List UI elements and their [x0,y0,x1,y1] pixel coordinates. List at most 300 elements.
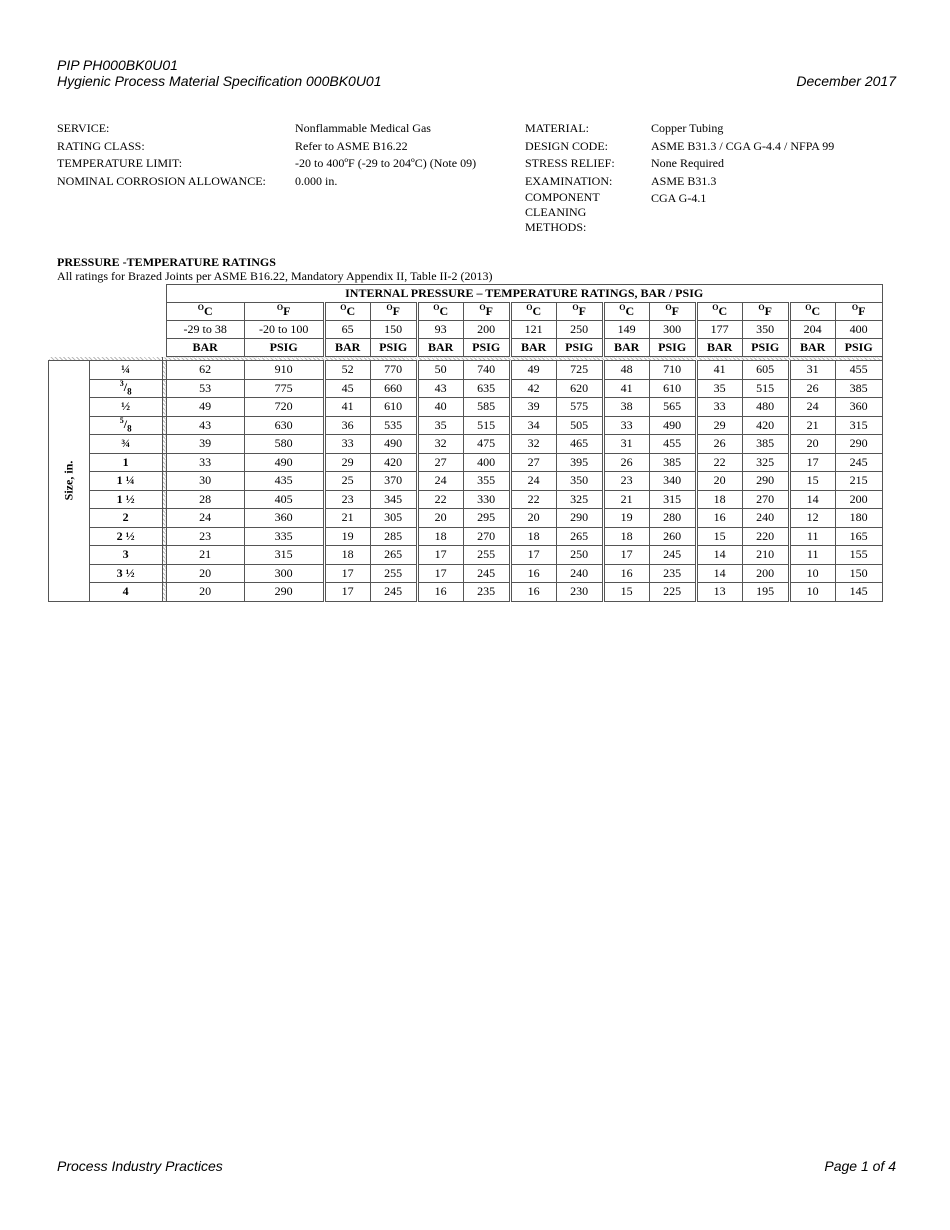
rating-value: 10 [789,583,835,602]
material-value: Copper Tubing [651,121,724,135]
table-row [49,527,883,546]
rating-value: 14 [789,490,835,509]
table-row [49,435,883,454]
temperature-unit-header [463,303,510,321]
table-corner [49,339,167,357]
ratings-table [48,284,883,602]
pressure-unit-header: PSIG [370,339,417,357]
rating-value: 23 [603,472,649,491]
rating-value: 18 [696,490,742,509]
temperature-header: 200 [463,321,510,339]
rating-value: 34 [510,416,556,435]
rating-value: 325 [742,453,789,472]
rating-value: 330 [463,490,510,509]
degree-mark: O [851,303,859,312]
rating-value: 41 [696,361,742,380]
rating-value: 400 [463,453,510,472]
rating-value: 280 [649,509,696,528]
rating-value: 14 [696,564,742,583]
rating-value: 580 [244,435,324,454]
rating-value: 62 [166,361,244,380]
table-corner [49,321,167,339]
temperature-header: 65 [324,321,370,339]
rating-value: 25 [324,472,370,491]
rating-value: 26 [696,435,742,454]
rating-value: 235 [649,564,696,583]
unit-letter: F [764,304,772,318]
rating-value: 200 [835,490,882,509]
degree-mark: O [386,303,393,312]
rating-value: 610 [370,398,417,417]
rating-value: 18 [324,546,370,565]
rating-value: 610 [649,379,696,398]
rating-value: 490 [244,453,324,472]
rating-value: 15 [789,472,835,491]
unit-letter: F [578,304,586,318]
page-footer [57,1158,896,1174]
rating-value: 31 [603,435,649,454]
row-size: $^5/_8$ [89,416,162,435]
pressure-unit-header: BAR [166,339,244,357]
rating-value: 39 [166,435,244,454]
rating-value: 11 [789,546,835,565]
degree-mark: O [758,303,765,312]
row-size: 1 [89,453,162,472]
row-size: 2 [89,509,162,528]
document-date: December 2017 [796,73,896,89]
cleaning-label-line: COMPONENT [525,190,600,205]
rating-value: 20 [417,509,463,528]
temperature-header: 204 [789,321,835,339]
rating-value: 24 [417,472,463,491]
rating-value: 30 [166,472,244,491]
rating-value: 43 [166,416,244,435]
service-label: SERVICE: [57,121,110,135]
rating-value: 740 [463,361,510,380]
rating-value: 245 [649,546,696,565]
unit-letter: C [203,304,213,318]
rating-value: 360 [835,398,882,417]
spec-values-left [295,120,476,190]
rating-value: 21 [324,509,370,528]
rating-value: 53 [166,379,244,398]
rating-value: 26 [789,379,835,398]
rating-value: 165 [835,527,882,546]
rating-value: 15 [603,583,649,602]
rating-value: 17 [510,546,556,565]
rating-value: 225 [649,583,696,602]
temperature-header: 250 [556,321,603,339]
row-size: 1 ½ [89,490,162,509]
rating-value: 340 [649,472,696,491]
row-size: 1 ¼ [89,472,162,491]
rating-value: 16 [696,509,742,528]
rating-value: 43 [417,379,463,398]
rating-value: 22 [417,490,463,509]
rating-value: 145 [835,583,882,602]
examination-value: ASME B31.3 [651,173,717,188]
spec-labels-right [525,120,615,235]
pressure-unit-header: PSIG [742,339,789,357]
rating-value: 180 [835,509,882,528]
temperature-unit-header [789,303,835,321]
temperature-unit-header [742,303,789,321]
rating-value: 40 [417,398,463,417]
table-row [49,398,883,417]
temperature-unit-header [696,303,742,321]
rating-value: 29 [324,453,370,472]
rating-value: 33 [166,453,244,472]
rating-value: 260 [649,527,696,546]
rating-value: 18 [603,527,649,546]
rating-value: 420 [370,453,417,472]
rating-value: 17 [789,453,835,472]
rating-value: 45 [324,379,370,398]
rating-value: 575 [556,398,603,417]
rating-value: 32 [510,435,556,454]
row-size: 4 [89,583,162,602]
table-row [49,416,883,435]
corrosion-allowance-label: NOMINAL CORROSION ALLOWANCE: [57,173,266,188]
rating-value: 250 [556,546,603,565]
rating-value: 16 [510,564,556,583]
rating-value: 385 [649,453,696,472]
table-row [49,490,883,509]
rating-value: 455 [649,435,696,454]
rating-value: 16 [417,583,463,602]
temperature-header: 300 [649,321,696,339]
rating-value: 435 [244,472,324,491]
rating-value: 770 [370,361,417,380]
row-size: ½ [89,398,162,417]
temperature-unit-header [417,303,463,321]
rating-value: 29 [696,416,742,435]
rating-value: 195 [742,583,789,602]
temperature-header: 121 [510,321,556,339]
rating-value: 290 [556,509,603,528]
temperature-unit-header [370,303,417,321]
rating-value: 32 [417,435,463,454]
rating-value: 255 [370,564,417,583]
rating-value: 215 [835,472,882,491]
document-id: PIP PH000BK0U01 [57,57,178,73]
examination-label: EXAMINATION: [525,173,613,188]
degree-mark: O [572,303,579,312]
rating-value: 490 [649,416,696,435]
rating-value: 38 [603,398,649,417]
pressure-unit-header: BAR [696,339,742,357]
rating-value: 565 [649,398,696,417]
rating-value: 24 [510,472,556,491]
size-label-text: Size, in. [61,460,76,501]
rating-value: 345 [370,490,417,509]
rating-value: 385 [835,379,882,398]
rating-value: 255 [463,546,510,565]
rating-value: 910 [244,361,324,380]
rating-value: 335 [244,527,324,546]
rating-value: 26 [603,453,649,472]
row-size: 3 ½ [89,564,162,583]
cleaning-methods-value: CGA G-4.1 [651,191,707,206]
cleaning-methods-label [525,190,615,235]
rating-value: 19 [603,509,649,528]
unit-letter: F [485,304,493,318]
temperature-limit-value: -20 to 400ºF (-29 to 204ºC) (Note 09) [295,156,477,171]
degree-mark: O [340,303,347,312]
rating-value: 20 [166,564,244,583]
rating-value: 285 [370,527,417,546]
rating-value: 27 [510,453,556,472]
rating-value: 775 [244,379,324,398]
page-number: Page 1 of 4 [824,1158,896,1174]
unit-letter: F [858,304,866,318]
rating-value: 505 [556,416,603,435]
degree-mark: O [665,303,672,312]
rating-value: 21 [166,546,244,565]
degree-mark: O [619,303,626,312]
rating-value: 265 [556,527,603,546]
rating-value: 490 [370,435,417,454]
row-size: ¾ [89,435,162,454]
spec-labels-left [57,120,266,190]
degree-mark: O [805,303,812,312]
table-corner [49,303,167,321]
temperature-header: -20 to 100 [244,321,324,339]
rating-value: 315 [649,490,696,509]
temperature-header: 177 [696,321,742,339]
rating-value: 325 [556,490,603,509]
rating-class-value: Refer to ASME B16.22 [295,138,408,153]
rating-value: 220 [742,527,789,546]
rating-value: 350 [556,472,603,491]
rating-value: 42 [510,379,556,398]
temperature-unit-header [649,303,696,321]
rating-value: 23 [324,490,370,509]
rating-value: 455 [835,361,882,380]
design-code-label: DESIGN CODE: [525,138,608,153]
rating-value: 475 [463,435,510,454]
temperature-unit-header [556,303,603,321]
rating-value: 13 [696,583,742,602]
rating-value: 360 [244,509,324,528]
rating-value: 535 [370,416,417,435]
rating-value: 21 [789,416,835,435]
rating-value: 39 [510,398,556,417]
rating-value: 305 [370,509,417,528]
rating-value: 385 [742,435,789,454]
temperature-header: 150 [370,321,417,339]
rating-value: 36 [324,416,370,435]
rating-value: 22 [696,453,742,472]
rating-value: 515 [463,416,510,435]
rating-value: 515 [742,379,789,398]
pressure-unit-header: PSIG [244,339,324,357]
rating-value: 290 [835,435,882,454]
rating-value: 10 [789,564,835,583]
rating-value: 245 [835,453,882,472]
pressure-unit-header: PSIG [556,339,603,357]
stress-relief-label: STRESS RELIEF: [525,156,615,171]
degree-mark: O [712,303,719,312]
rating-value: 710 [649,361,696,380]
rating-value: 630 [244,416,324,435]
table-row [49,583,883,602]
pressure-unit-header: PSIG [463,339,510,357]
rating-value: 270 [463,527,510,546]
rating-value: 315 [835,416,882,435]
rating-value: 290 [742,472,789,491]
fraction-numerator: 3 [119,379,124,389]
rating-value: 235 [463,583,510,602]
rating-value: 17 [603,546,649,565]
rating-value: 210 [742,546,789,565]
temperature-header: 350 [742,321,789,339]
unit-letter: C [532,304,542,318]
degree-mark: O [479,303,486,312]
rating-value: 21 [603,490,649,509]
fraction-denominator: 8 [127,423,132,434]
table-row [49,509,883,528]
pressure-unit-header: BAR [603,339,649,357]
rating-value: 200 [742,564,789,583]
pressure-unit-header: BAR [417,339,463,357]
table-row [49,472,883,491]
rating-value: 18 [510,527,556,546]
temperature-unit-header [324,303,370,321]
rating-value: 20 [510,509,556,528]
rating-value: 33 [324,435,370,454]
rating-class-label: RATING CLASS: [57,138,145,153]
rating-value: 49 [510,361,556,380]
corrosion-allowance-value: 0.000 in. [295,173,338,188]
row-size: 2 ½ [89,527,162,546]
ratings-title: PRESSURE -TEMPERATURE RATINGS [57,255,276,269]
table-row [49,453,883,472]
rating-value: 11 [789,527,835,546]
rating-value: 420 [742,416,789,435]
rating-value: 20 [696,472,742,491]
page-header [57,57,896,89]
unit-letter: C [625,304,635,318]
rating-value: 395 [556,453,603,472]
rating-value: 35 [417,416,463,435]
spec-values-right [651,120,834,208]
rating-value: 18 [417,527,463,546]
rating-value: 465 [556,435,603,454]
rating-value: 635 [463,379,510,398]
rating-value: 660 [370,379,417,398]
cleaning-label-line: METHODS: [525,220,587,235]
service-value: Nonflammable Medical Gas [295,121,431,135]
rating-value: 20 [789,435,835,454]
rating-value: 12 [789,509,835,528]
rating-value: 31 [789,361,835,380]
rating-value: 15 [696,527,742,546]
size-axis-label [49,361,90,602]
rating-value: 315 [244,546,324,565]
cleaning-label-line: CLEANING [525,205,587,220]
rating-value: 19 [324,527,370,546]
unit-letter: C [346,304,356,318]
rating-value: 480 [742,398,789,417]
rating-value: 265 [370,546,417,565]
rating-value: 14 [696,546,742,565]
temperature-header: 400 [835,321,882,339]
unit-letter: C [718,304,728,318]
rating-value: 240 [556,564,603,583]
unit-letter: C [811,304,821,318]
rating-value: 150 [835,564,882,583]
rating-value: 585 [463,398,510,417]
table-row [49,361,883,380]
document-title: Hygienic Process Material Specification 000BK0U01 [57,73,382,89]
temperature-header: 149 [603,321,649,339]
unit-letter: F [283,304,291,318]
table-title: INTERNAL PRESSURE – TEMPERATURE RATINGS, BAR / PSIG [166,285,882,303]
temperature-unit-header [166,303,244,321]
rating-value: 23 [166,527,244,546]
rating-value: 16 [603,564,649,583]
rating-value: 270 [742,490,789,509]
rating-value: 620 [556,379,603,398]
table-row [49,564,883,583]
rating-value: 17 [417,564,463,583]
rating-value: 17 [324,583,370,602]
row-size: ¼ [89,361,162,380]
row-size: 3 [89,546,162,565]
unit-letter: F [671,304,679,318]
rating-value: 240 [742,509,789,528]
stress-relief-value: None Required [651,156,724,171]
rating-value: 35 [696,379,742,398]
rating-value: 17 [324,564,370,583]
rating-value: 300 [244,564,324,583]
pressure-unit-header: PSIG [649,339,696,357]
table-row [49,546,883,565]
design-code-value: ASME B31.3 / CGA G-4.4 / NFPA 99 [651,138,835,153]
rating-value: 720 [244,398,324,417]
rating-value: 245 [370,583,417,602]
material-label: MATERIAL: [525,121,589,135]
degree-mark: O [526,303,533,312]
degree-mark: O [433,303,440,312]
rating-value: 41 [603,379,649,398]
rating-value: 20 [166,583,244,602]
rating-value: 245 [463,564,510,583]
temperature-header: -29 to 38 [166,321,244,339]
rating-value: 290 [244,583,324,602]
rating-value: 155 [835,546,882,565]
footer-organization: Process Industry Practices [57,1158,223,1174]
unit-letter: F [392,304,400,318]
rating-value: 355 [463,472,510,491]
rating-value: 405 [244,490,324,509]
rating-value: 24 [166,509,244,528]
rating-value: 49 [166,398,244,417]
temperature-unit-header [603,303,649,321]
fraction-denominator: 8 [127,386,132,397]
rating-value: 33 [603,416,649,435]
rating-value: 295 [463,509,510,528]
degree-mark: O [197,303,204,312]
pressure-unit-header: PSIG [835,339,882,357]
pressure-unit-header: BAR [324,339,370,357]
pressure-unit-header: BAR [510,339,556,357]
temperature-limit-label: TEMPERATURE LIMIT: [57,156,183,171]
row-size: $^3/_8$ [89,379,162,398]
temperature-header: 93 [417,321,463,339]
temperature-unit-header [835,303,882,321]
